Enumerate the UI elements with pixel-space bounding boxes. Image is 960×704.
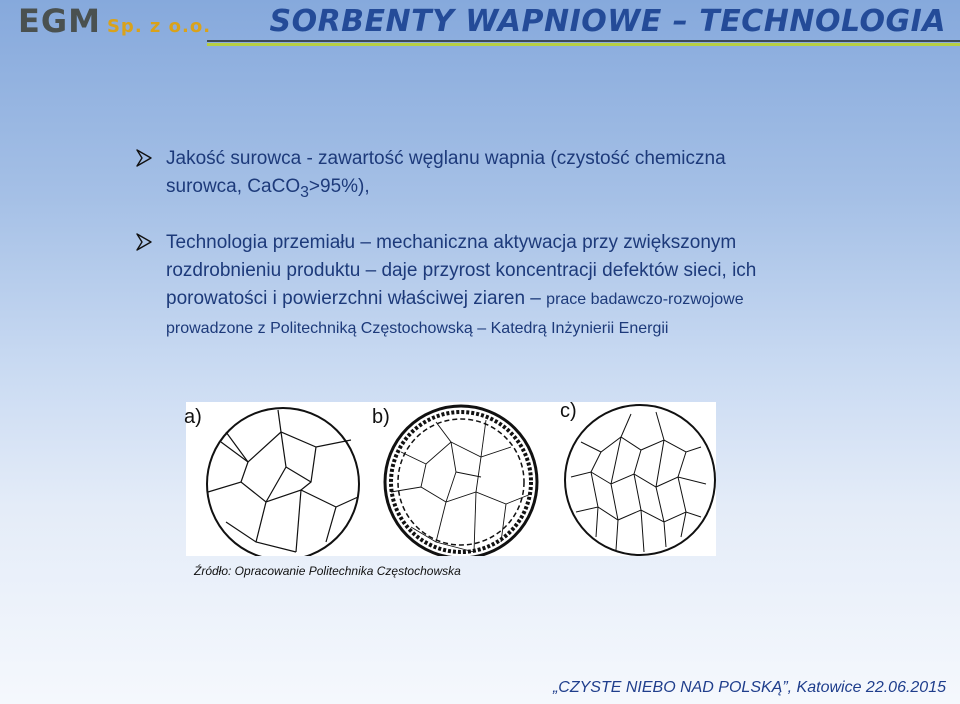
slide-title: SORBENTY WAPNIOWE – TECHNOLOGIA (269, 4, 946, 39)
bullet-list (136, 145, 776, 343)
bullet-text: Jakość surowca - zawartość węglanu wapnia (czystość chemiczna surowca, CaCO (166, 148, 726, 197)
company-logo (18, 2, 211, 40)
figure-label-c: c) (560, 400, 577, 422)
header (0, 0, 960, 48)
grain-b (385, 406, 537, 556)
arrow-bullet-icon (136, 149, 152, 167)
figure-label-a: a) (184, 406, 202, 428)
bullet-text-small: prace badawczo-rozwojowe prowadzone z Politechniką Częstochowską – Katedrą Inżynierii Energii (166, 290, 744, 337)
bullet-text-end: >95%), (308, 176, 370, 197)
arrow-bullet-icon (136, 233, 152, 251)
figure-source: Źródło: Opracowanie Politechnika Częstochowska (194, 564, 461, 578)
grain-c (565, 405, 715, 555)
header-divider-dark (207, 40, 960, 42)
grain-structure-figure (186, 402, 716, 556)
figure-label-b: b) (372, 406, 390, 428)
bullet-text: Technologia przemiału – mechaniczna aktywacja przy zwiększonym rozdrobnieniu produktu – daje przyrost koncentracji defektów sieci, ich porowatości i powierzchni właściwej ziaren – (166, 231, 757, 309)
bullet-item-technology (136, 229, 776, 343)
logo-sub: Sp. z o.o. (106, 16, 212, 37)
bullet-item-quality (136, 145, 776, 207)
subscript: 3 (300, 183, 309, 201)
logo-main: EGM (18, 2, 101, 40)
grain-a (207, 408, 359, 556)
header-divider-green (207, 43, 960, 46)
footer-event: „CZYSTE NIEBO NAD POLSKĄ”, Katowice 22.06.2015 (552, 679, 946, 696)
